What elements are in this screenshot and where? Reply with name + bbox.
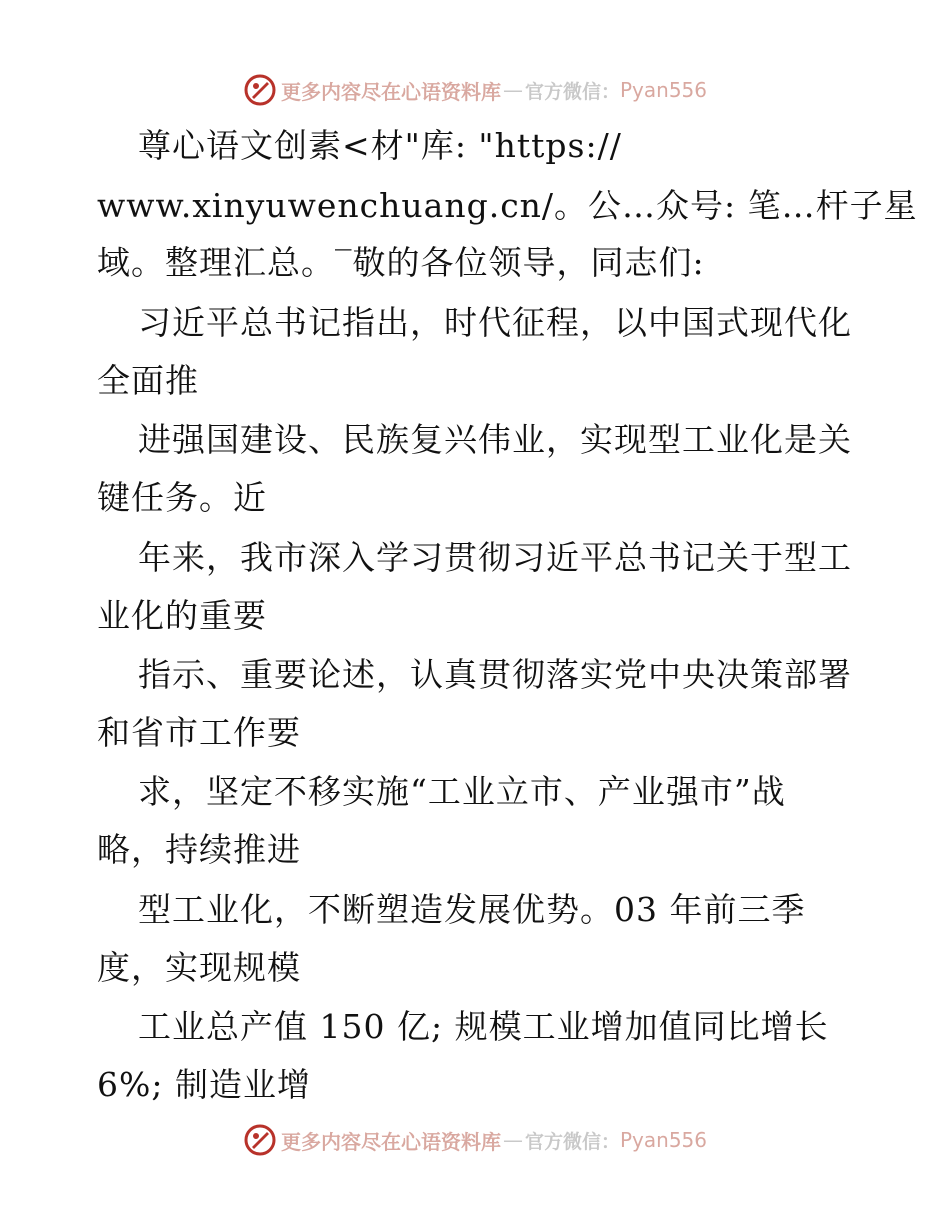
footer-channel-text: 官方微信： bbox=[524, 1130, 620, 1153]
header-wechat-id: Pyan556 bbox=[620, 78, 708, 102]
brand-logo-icon bbox=[243, 1123, 277, 1157]
text-line: 和省市工作要 bbox=[97, 713, 301, 752]
text-line: 6%; 制造业增 bbox=[97, 1065, 311, 1104]
text-line: 度，实现规模 bbox=[97, 948, 301, 987]
footer-separator: — bbox=[502, 1128, 523, 1152]
text-line: 键任务。近 bbox=[97, 478, 267, 517]
text-line: 习近平总书记指出，时代征程，以中国式现代化 bbox=[138, 303, 852, 342]
footer-banner bbox=[0, 1120, 950, 1160]
text-line: 型工业化，不断塑造发展优势。03 年前三季 bbox=[138, 890, 806, 929]
text-line: 年来，我市深入学习贯彻习近平总书记关于型工 bbox=[138, 538, 852, 577]
text-line: 工业总产值 150 亿; 规模工业增加值同比增长 bbox=[138, 1007, 829, 1046]
text-line: 进强国建设、民族复兴伟业，实现型工业化是关 bbox=[138, 420, 852, 459]
text-line: 略，持续推进 bbox=[97, 830, 301, 869]
header-banner bbox=[0, 70, 950, 110]
header-channel-text: 官方微信： bbox=[524, 80, 620, 103]
text-line: www.xinyuwenchuang.cn/。公…众号: 笔…杆子星 bbox=[97, 186, 918, 225]
header-separator: — bbox=[502, 78, 523, 102]
footer-brand-text: 更多内容尽在心语资料库 bbox=[280, 1129, 501, 1154]
text-line: 指示、重要论述，认真贯彻落实党中央决策部署 bbox=[138, 655, 852, 694]
header-brand-text: 更多内容尽在心语资料库 bbox=[280, 79, 501, 104]
text-line: 域。整理汇总。‾敬的各位领导，同志们: bbox=[97, 243, 705, 282]
text-line: 尊心语文创素<材"库: "https:// bbox=[138, 126, 622, 165]
brand-logo-icon bbox=[243, 73, 277, 107]
text-line: 全面推 bbox=[97, 361, 199, 400]
footer-wechat-id: Pyan556 bbox=[620, 1128, 708, 1152]
text-line: 业化的重要 bbox=[97, 596, 267, 635]
text-line: 求，坚定不移实施“工业立市、产业强市”战 bbox=[138, 772, 786, 811]
